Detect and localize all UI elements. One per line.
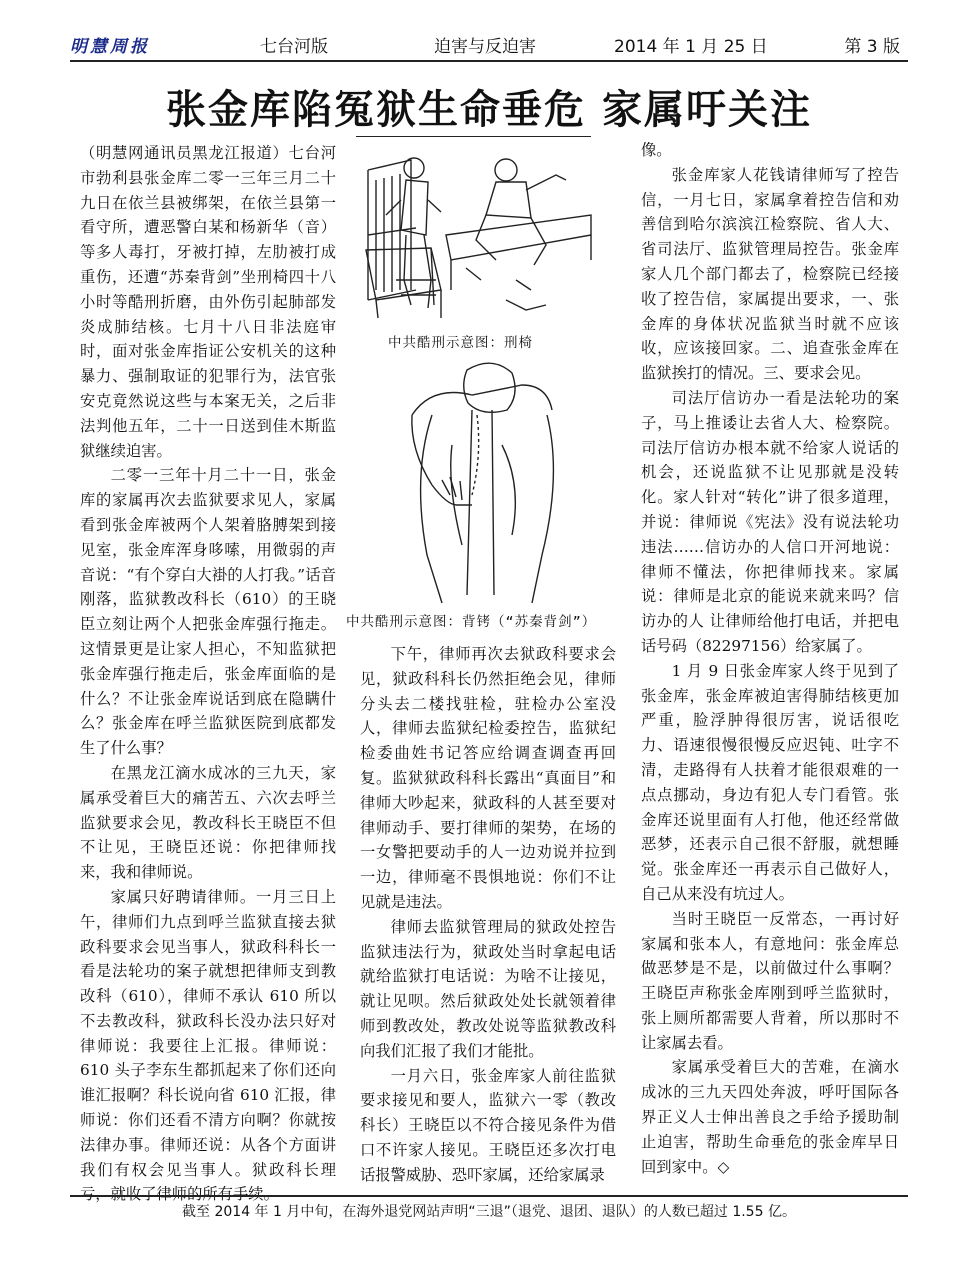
issue-date: 2014 年 1 月 25 日 <box>614 37 768 57</box>
headline: 张金库陷冤狱生命垂危 家属吁关注 <box>166 87 812 133</box>
paragraph: 当时王晓臣一反常态，一再讨好家属和张本人，有意地问：张金库总做恶梦是不是，以前做过什么事啊？王晓臣声称张金库刚到呼兰监狱时，张上厕所都需要人背着，所以那时不让家属去看。 <box>641 909 899 1052</box>
paragraph: 张金库家人花钱请律师写了控告信，一月七日，家属拿着控告信和劝善信到哈尔滨滨江检察院、省人大、省司法厅、监狱管理局控告。张金库家人几个部门都去了，检察院已经接收了控告信，家属提出要求，一、张金库的身体状况监狱当时就不应该收，应该接回家。二、追查张金库在监狱挨打的情况。三、要求会见。 <box>641 165 899 383</box>
article-column-1 <box>80 141 336 1207</box>
edition-label: 七台河版 <box>260 37 328 57</box>
image-top-rule <box>356 136 591 137</box>
torture-chair-illustration <box>356 140 596 325</box>
paragraph: （明慧网通讯员黑龙江报道）七台河市勃利县张金库二零一三年三月二十九日在依兰县被绑架，在依兰县第一看守所，遭恶警白某和杨新华（音）等多人毒打，牙被打掉，左肋被打成重伤，还遭“苏秦背剑”坐刑椅四十八小时等酷刑折磨，由外伤引起肺部发炎成肺结核。七月十八日非法庭审时，面对张金库指证公安机关的这种暴力、强制取证的犯罪行为，法官张安克竟然说这些与本案无关，之后非法判他五年，二十一日送到佳木斯监狱继续迫害。 <box>80 144 336 460</box>
paragraph: 下午，律师再次去狱政科要求会见，狱政科科长仍然拒绝会见，律师分头去二楼找驻检，驻检办公室没人，律师去监狱纪检委控告，监狱纪检委曲姓书记答应给调查调查再回复。监狱狱政科科长露出“真面目”和律师大吵起来，狱政科的人甚至要对律师动手、要打律师的架势，在场的一女警把要动手的人一边劝说并拉到一边，律师毫不畏惧地说：你们不让见就是违法。 <box>360 645 616 911</box>
paragraph: 家属只好聘请律师。一月三日上午，律师们九点到呼兰监狱直接去狱政科要求会见当事人，狱政科科长一看是法轮功的案子就想把律师支到教改科（610），律师不承认 610 所以不去教改科，狱政科长没办法只好对律师说：我要往上汇报。律师说：610 头子李东生都抓起来了你们还向谁汇报啊？科长说向省 610 汇报，律师说：你们还看不清方向啊？你就按法律办事。律师还说：从各个方面讲我们有权会见当事人。狱政科长理亏，就收了律师的所有手续。 <box>80 887 336 1204</box>
paragraph: 司法厅信访办一看是法轮功的案子，马上推诿让去省人大、检察院。司法厅信访办根本就不给家人说话的机会，还说监狱不让见那就是没转化。家人针对“转化”讲了很多道理，并说：律师说《宪法》没有说法轮功违法……信访办的人信口开河地说：律师不懂法，你把律师找来。家属说：律师是北京的能说来就来吗？信访办的人 让律师给他打电话，并把电话号码（82297156）给家属了。 <box>641 388 899 655</box>
paragraph: 家属承受着巨大的苦难，在滴水成冰的三九天四处奔波，呼吁国际各界正义人士伸出善良之手给予援助制止迫害，帮助生命垂危的张金库早日回到家中。◇ <box>641 1058 899 1176</box>
article-column-3 <box>641 138 899 1179</box>
top-divider <box>70 60 908 62</box>
paragraph: 律师去监狱管理局的狱政处控告监狱违法行为，狱政处当时拿起电话就给监狱打电话说：为啥不让接见，就让见呗。然后狱政处处长就领着律师到教改处，教改处说等监狱教改科向我们汇报了我们才能批。 <box>360 917 616 1060</box>
paragraph: 在黑龙江滴水成冰的三九天，家属承受着巨大的痛苦五、六次去呼兰监狱要求会见，教改科长王晓臣不但不让见，王晓臣还说：你把律师找来，我和律师说。 <box>80 763 336 882</box>
article-column-2 <box>360 642 616 1188</box>
paragraph-continuation: 像。 <box>641 141 672 159</box>
section-label: 迫害与反迫害 <box>434 37 536 57</box>
bottom-divider <box>70 1195 908 1197</box>
masthead <box>70 28 908 58</box>
paragraph: 一月六日，张金库家人前往监狱要求接见和要人，监狱六一零（教改科长）王晓臣以不符合接见条件为借口不许家人接见。王晓臣还多次打电话报警威胁、恐吓家属，还给家属录 <box>360 1066 616 1184</box>
back-shackle-illustration <box>372 355 587 605</box>
page-number: 第 3 版 <box>844 37 900 57</box>
paragraph: 1 月 9 日张金库家人终于见到了张金库，张金库被迫害得肺结核更加严重，脸浮肿得很厉害，说话很吃力、语速很慢很慢反应迟钝、吐字不清，走路得有人扶着才能很艰难的一点点挪动，身边有犯人专门看管。张金库还说里面有人打他，他还经常做恶梦，还表示自己很不舒服，就想睡觉。张金库还一再表示自己做好人，自己从来没有坑过人。 <box>641 661 899 903</box>
footer-notice: 截至 2014 年 1 月中旬，在海外退党网站声明“三退”（退党、退团、退队）的人数已超过 1.55 亿。 <box>182 1204 796 1220</box>
paragraph: 二零一三年十月二十一日，张金库的家属再次去监狱要求见人，家属看到张金库被两个人架着胳膊架到接见室，张金库浑身哆嗦，用微弱的声音说：“有个穿白大褂的人打我。”话音刚落，监狱教改科长（610）的王晓臣立刻让两个人把张金库强行拖走。这情景更是让家人担心，不知监狱把张金库强行拖走后，张金库面临的是什么？不让张金库说话到底在隐瞒什么？张金库在呼兰监狱医院到底都发生了什么事？ <box>80 466 336 758</box>
newspaper-name: 明慧周报 <box>70 37 150 57</box>
image2-caption: 中共酷刑示意图：背铐（“苏秦背剑”） <box>346 614 597 630</box>
image1-caption: 中共酷刑示意图：刑椅 <box>388 335 533 351</box>
